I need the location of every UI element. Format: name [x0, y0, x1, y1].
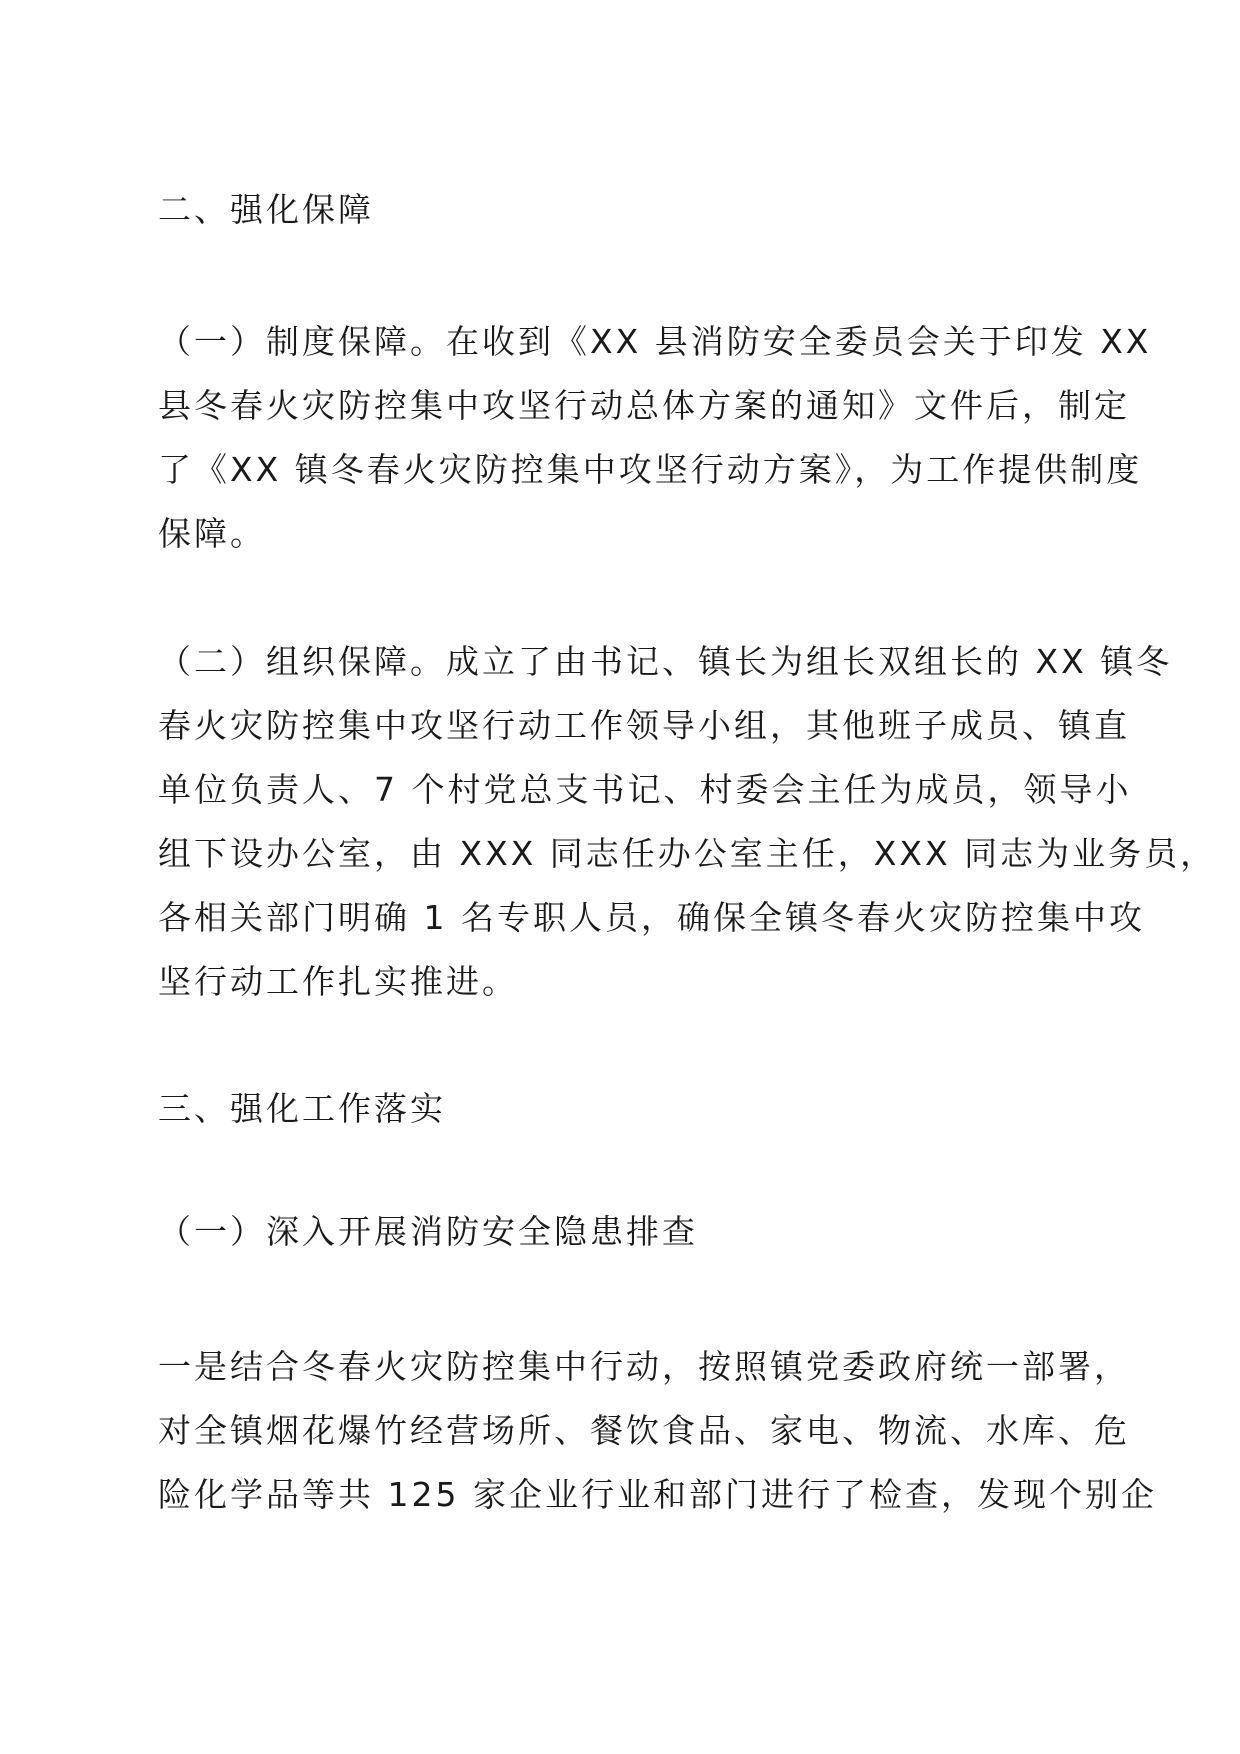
paragraph-organization-guarantee — [158, 630, 1217, 1014]
text-line: 险化学品等共 125 家企业行业和部门进行了检查，发现个别企 — [158, 1475, 1157, 1514]
paragraph-system-guarantee — [158, 310, 1152, 566]
subsection-heading-3-1 — [158, 1200, 1098, 1264]
section-heading-3 — [158, 1077, 1098, 1141]
section-heading-2 — [158, 178, 1098, 242]
text-line: 各相关部门明确 1 名专职人员，确保全镇冬春火灾防控集中攻 — [158, 898, 1145, 937]
text-line: 县冬春火灾防控集中攻坚行动总体方案的通知》文件后，制定 — [158, 386, 1130, 425]
text-line: 坚行动工作扎实推进。 — [158, 962, 518, 1001]
text-line: 春火灾防控集中攻坚行动工作领导小组，其他班子成员、镇直 — [158, 706, 1130, 745]
text-line: 对全镇烟花爆竹经营场所、餐饮食品、家电、物流、水库、危 — [158, 1411, 1130, 1450]
paragraph-hazard-inspection — [158, 1335, 1157, 1527]
text-line: （二）组织保障。成立了由书记、镇长为组长双组长的 XX 镇冬 — [158, 642, 1173, 681]
subheading-text: （一）深入开展消防安全隐患排查 — [158, 1212, 698, 1251]
text-line: 组下设办公室，由 XXX 同志任办公室主任，XXX 同志为业务员， — [158, 834, 1217, 873]
text-line: 保障。 — [158, 514, 266, 553]
text-line: （一）制度保障。在收到《XX 县消防安全委员会关于印发 XX — [158, 322, 1152, 361]
heading-text: 三、强化工作落实 — [158, 1089, 446, 1128]
text-line: 单位负责人、7 个村党总支书记、村委会主任为成员，领导小 — [158, 770, 1132, 809]
text-line: 了《XX 镇冬春火灾防控集中攻坚行动方案》，为工作提供制度 — [158, 450, 1143, 489]
heading-text: 二、强化保障 — [158, 190, 374, 229]
text-line: 一是结合冬春火灾防控集中行动，按照镇党委政府统一部署， — [158, 1347, 1130, 1386]
